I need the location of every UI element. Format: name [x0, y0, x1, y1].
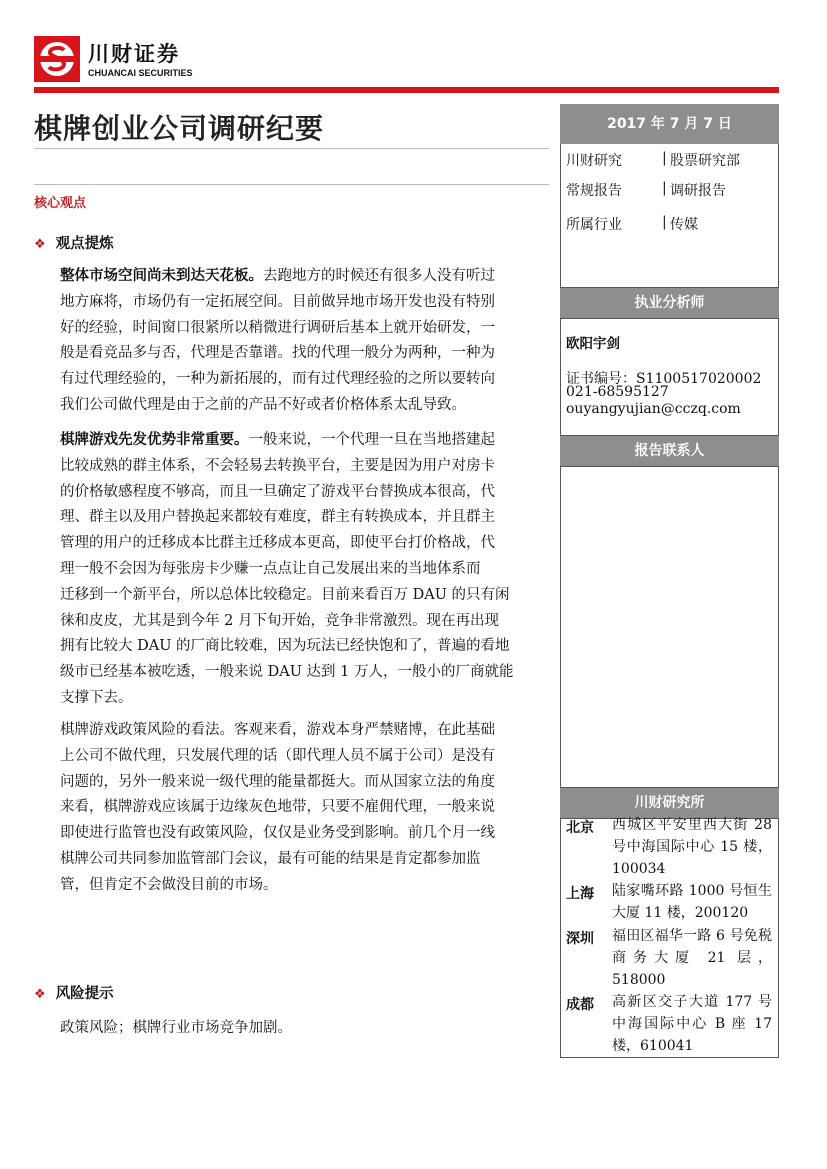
company-name-en: CHUANCAI SECURITIES [88, 68, 193, 78]
core-viewpoint-label: 核心观点 [34, 196, 87, 211]
viewpoint-title: 观点提炼 [55, 236, 114, 252]
paragraph-lead: 整体市场空间尚未到达天花板。 [60, 268, 263, 284]
risk-heading [34, 982, 114, 1003]
company-name-cn: 川财证券 [88, 42, 180, 66]
office-city-shenzhen: 深圳 [566, 931, 594, 947]
meta-row-report-type: 常规报告 | 调研报告 [566, 180, 726, 199]
meta-row-industry: 所属行业 | 传媒 [566, 214, 698, 233]
company-logo [34, 36, 194, 84]
title-divider [34, 148, 549, 149]
report-title: 棋牌创业公司调研纪要 [34, 112, 325, 145]
analyst-name: 欧阳宇剑 [566, 336, 620, 352]
office-address-beijing: 西城区平安里西大街 28 号中海国际中心 15 楼，100034 [612, 817, 772, 877]
office-address-shenzhen: 福田区福华一路 6 号免税商务大厦 21 层，518000 [612, 928, 772, 988]
risk-text: 政策风险；棋牌行业市场竞争加剧。 [60, 1020, 292, 1036]
diamond-bullet-icon: ❖ [34, 237, 46, 252]
risk-title: 风险提示 [55, 986, 114, 1002]
header-divider [34, 87, 779, 93]
meta-row-research: 川财研究 | 股票研究部 [566, 150, 740, 169]
chuancai-logo-icon [34, 36, 80, 82]
analyst-email[interactable]: ouyangyujian@cczq.com [566, 401, 741, 417]
office-city-shanghai: 上海 [566, 886, 594, 902]
office-address-shanghai: 陆家嘴环路 1000 号恒生大厦 11 楼，200120 [612, 883, 772, 921]
core-divider [34, 184, 549, 185]
report-date: 2017 年 7 月 7 日 [560, 104, 779, 144]
office-city-chengdu: 成都 [566, 997, 594, 1013]
paragraph-market-space: 整体市场空间尚未到达天花板。去跑地方的时候还有很多人没有听过 地方麻将，市场仍有一定拓展空间。目前做异地市场开发也没有特别 好的经验，时间窗口很紧所以稍微进行调研后基本上就开始研发，一 般是看竞品多与否，代理是否靠谱。找的代理一般分为两种，一种为 有过代理经验的，一种为新拓展的，而有过代理经验的之所以要转向 我们公司做代理是由于之前的产品不好或者价格体系太乱导致。 [60, 268, 495, 413]
contact-header: 报告联系人 [560, 436, 779, 466]
institute-header: 川财研究所 [560, 788, 779, 818]
paragraph-first-mover: 棋牌游戏先发优势非常重要。一般来说，一个代理一旦在当地搭建起 比较成熟的群主体系，不会轻易去转换平台，主要是因为用户对房卡 的价格敏感程度不够高，而且一旦确定了游戏平台替换成本很高，代 理、群主以及用户替换起来都较有难度，群主有转换成本，并且群主 管理的用户的迁移成本比群主迁移成本更高，即使平台打价格战，代 理一般不会因为每张房卡少赚一点点让自己发展出来的当地体系而 迁移到一个新平台，所以总体比较稳定。目前来看百万 DAU 的只有闲 徕和皮皮，尤其是到今年 2 月下旬开始，竞争非常激烈。现在再出现 拥有比较大 DAU 的厂商比较难，因为玩法已经快饱和了，普遍的看地 级市已经基本被吃透，一般来说 DAU 达到 1 万人，一般小的厂商就能 支撑下去。 [60, 432, 514, 706]
viewpoint-heading [34, 232, 114, 253]
contact-box [560, 466, 779, 788]
office-address-chengdu: 高新区交子大道 177 号中海国际中心 B 座 17 楼，610041 [612, 994, 772, 1054]
analyst-header: 执业分析师 [560, 288, 779, 318]
analyst-cert: 证书编号：S1100517020002 [566, 371, 762, 387]
diamond-bullet-icon: ❖ [34, 987, 46, 1002]
paragraph-policy-risk: 棋牌游戏政策风险的看法。客观来看，游戏本身严禁赌博，在此基础 上公司不做代理，只发展代理的话（即代理人员不属于公司）是没有 问题的，另外一般来说一级代理的能量都挺大。而从国家立法的角度 来看，棋牌游戏应该属于边缘灰色地带，只要不雇佣代理，一般来说 即使进行监管也没有政策风险，仅仅是业务受到影响。前几个月一线 棋牌公司共同参加监管部门会议，最有可能的结果是肯定都参加监 管，但肯定不会做没目前的市场。 [60, 722, 495, 893]
office-city-beijing: 北京 [566, 820, 594, 836]
paragraph-lead: 棋牌游戏先发优势非常重要。 [60, 432, 249, 448]
analyst-phone: 021-68595127 [566, 384, 669, 400]
